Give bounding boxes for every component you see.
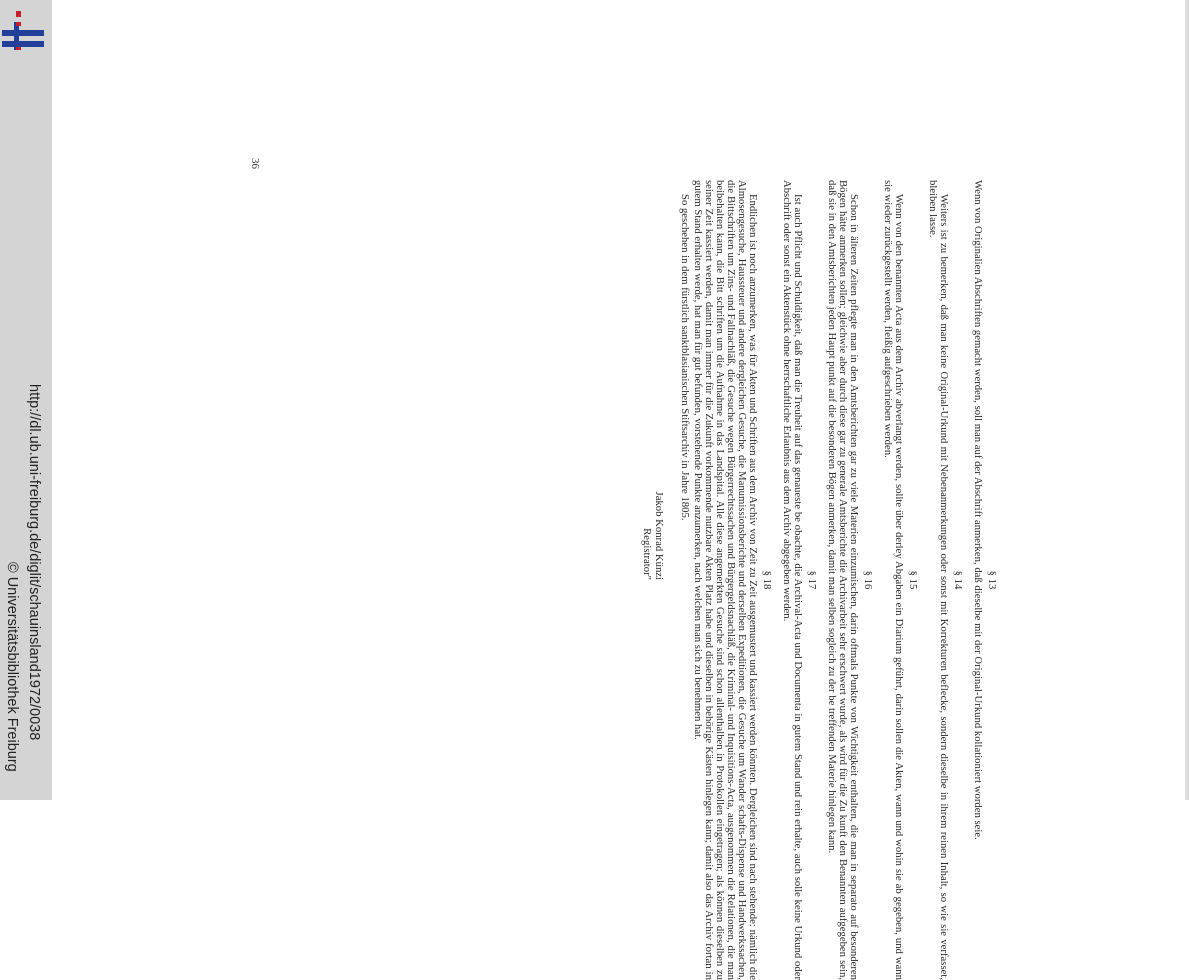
section-paragraph: Ist auch Pflicht und Schuldigkeit, daß man die Treuheit auf das genaueste be obachte, die Archival-Acta und Documenta in gutem Stand und rein erhalte, auch solle keine Urkund oder Abschrift oder sonst ein Aktenstück ohne herrschaftliche Erlaubnis aus dem Archiv abgegeben werden.: [781, 180, 804, 980]
ub-freiburg-logo-icon[interactable]: [2, 8, 44, 50]
section-heading: § 18: [761, 570, 773, 590]
copyright-notice: © Universitätsbibliothek Freiburg: [4, 562, 20, 772]
rotated-document-page: [257, 180, 997, 980]
viewer-sidebar: [0, 0, 52, 800]
section-heading: § 13: [986, 570, 998, 590]
section-paragraph: Schon in älteren Zeiten pflegte man in den Amtsberichten gar zu viele Materien einzumischen, darin oftmals Punkte von Wichtigkeit enthalten, die man in separato auf besonderen Bögen hätte anmerken sollen; gleichwie aber durch diese gar zu generale Amtsberichte die Archivarbeit sehr erschwert wurde, als wird für die Zu kunft den Benannten aufgegeben sein, daß sie in den Amtsberichten jeden Haupt punkt auf die besonderen Bögen anmerken, damit man selben sogleich zu der be treffenden Materie hinlegen kann.: [826, 180, 860, 980]
signatory-title: Registrator": [641, 528, 653, 580]
section-heading: § 14: [952, 570, 964, 590]
section-paragraph: Wenn von den benannten Acta aus dem Archiv abverlangt werden, sollte über derley Abgaben ein Diarium geführt, darin sollen die Akten, wann und wohin sie ab gegeben, und wann sie wieder zurückgestellt werden, fleißig aufgeschrieben werden.: [882, 180, 905, 980]
document-url[interactable]: http://dl.ub.uni-freiburg.de/diglit/schauinsland1972/0038: [26, 384, 42, 741]
signatory-name: Jakob Konrad Künzi: [653, 491, 665, 580]
section-heading: § 17: [806, 570, 818, 590]
section-heading: § 15: [907, 570, 919, 590]
page-number: 36: [249, 158, 261, 169]
closing-paragraph: So geschehen in dem fürstlich sanktblasianischen Stiftsarchiv in Jahre 1805.: [679, 194, 691, 521]
signature-block: [641, 180, 665, 980]
viewer-right-edge: [1185, 0, 1189, 800]
section-heading: § 16: [862, 570, 874, 590]
section-paragraph: Weiters ist zu bemerken, daß man keine Original-Urkund mit Nebenanmerkungen oder sonst mit Korrekturen beflecke, sondern dieselbe in ihrem reinen Inhalt, so wie sie verfasset, bleiben lasse.: [927, 180, 950, 980]
section-paragraph: Wenn von Originalien Abschriften gemacht werden, soll man auf der Abschrift anmerken, daß dieselbe mit der Original-Urkund kollationiert worden seie.: [972, 180, 984, 840]
section-paragraph: Endlichen ist noch anzumerken, was für Akten und Schriften aus dem Archiv von Zeit zu Zeit ausgemustert und kassiert werden könnten. Dergleichen sind nach stehende: nämlich die Almosengesuche, Haussteuer und andere dergleichen Gesuche, die Manumissionsberichte und derselben Expeditionen, die Gesuche um Wander schafts-Dispense und Handwerkssachen, die Bittschriften um Zins- und Fallnachläß, die Gesuche wegen Bürgerrechtssachen und Bürgergeldsnachläß, die Kriminal- und Inquisitions-Acta, ausgenommen die Relationen, die man beibehalten kann, die Bitt schriften um die Aufnahme in das Landspital. Alle diese angemerkten Gesuche sind schon allenthalben in Protokollen eingetragen; als können dieselben zu seiner Zeit kassiert werden, damit man immer für die Zukunft vorkommende nutzbare Akten Platz habe und dieselben in behörige Kästen hinlegen kann; damit also das Archiv fortan in gutem Stand erhalten werde, hat man für gut befunden, vorstehende Punkte anzumerken, nach welchen man sich zu benehmen hat.: [692, 180, 759, 980]
